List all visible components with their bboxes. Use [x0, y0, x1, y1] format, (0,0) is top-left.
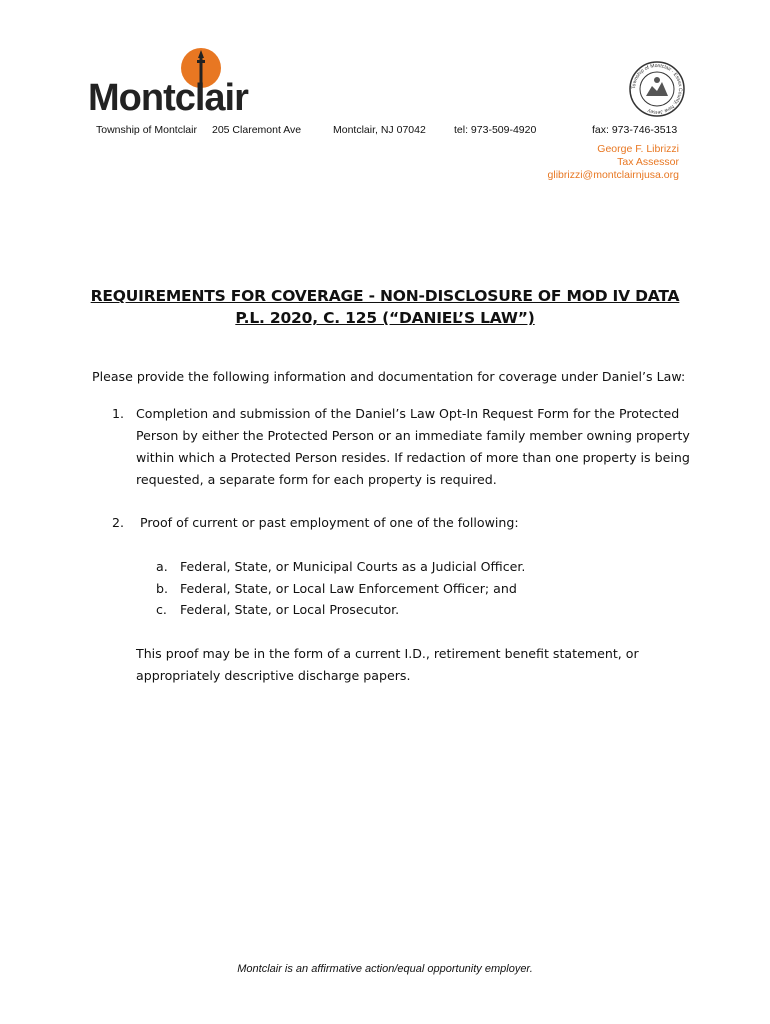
township-seal	[628, 60, 686, 118]
item-number: 2.	[112, 515, 125, 530]
option-letter: b.	[156, 581, 168, 596]
header-city: Montclair, NJ 07042	[333, 124, 426, 136]
montclair-logo-graphic	[88, 46, 258, 118]
footer-statement: Montclair is an affirmative action/equal opportunity employer.	[237, 963, 533, 975]
assessor-name: George F. Librizzi	[597, 143, 679, 155]
requirement-item-1	[112, 403, 692, 493]
assessor-email[interactable]: glibrizzi@montclairnjusa.org	[547, 169, 679, 181]
item-text: Proof of current or past employment of one of the following:	[140, 515, 519, 530]
seal-icon	[628, 60, 686, 118]
proof-note: This proof may be in the form of a current I.D., retirement benefit statement, or appropriately descriptive discharge papers.	[136, 646, 639, 683]
employment-option-b	[156, 578, 656, 600]
document-title	[0, 285, 770, 329]
item-number: 1.	[112, 406, 125, 421]
seal-ring-text: Township of Montclair · Essex County, New Jersey	[630, 62, 684, 116]
header-street: 205 Claremont Ave	[212, 124, 302, 136]
logo-wordmark: Montclair	[88, 77, 248, 118]
assessor-block	[548, 143, 679, 182]
option-letter: a.	[156, 559, 168, 574]
title-line-2: P.L. 2020, C. 125 (“DANIEL’S LAW”)	[235, 309, 535, 327]
svg-text:Township of Montclair · Essex	[631, 63, 683, 115]
intro-paragraph: Please provide the following information and documentation for coverage under Daniel’s Law:	[92, 369, 686, 384]
assessor-title: Tax Assessor	[617, 156, 679, 168]
item-text: Completion and submission of the Daniel’s Law Opt-In Request Form for the Protected Person by either the Protected Person or an immediate family member owning property within which a Protected Person resides. If redaction of more than one property is being requested, a separate form for each property is required.	[136, 406, 690, 487]
employment-option-a	[156, 556, 656, 578]
montclair-logo	[88, 46, 258, 118]
requirement-item-2	[112, 512, 692, 534]
header-tel: tel: 973-509-4920	[454, 124, 537, 136]
header-township: Township of Montclair	[96, 124, 197, 136]
option-text: Federal, State, or Local Law Enforcement Officer; and	[180, 581, 517, 596]
option-text: Federal, State, or Municipal Courts as a Judicial Officer.	[180, 559, 526, 574]
title-line-1: REQUIREMENTS FOR COVERAGE - NON-DISCLOSURE OF MOD IV DATA	[90, 287, 680, 305]
option-letter: c.	[156, 602, 167, 617]
header-fax: fax: 973-746-3513	[592, 124, 678, 136]
option-text: Federal, State, or Local Prosecutor.	[180, 602, 400, 617]
employment-option-c	[156, 599, 656, 621]
